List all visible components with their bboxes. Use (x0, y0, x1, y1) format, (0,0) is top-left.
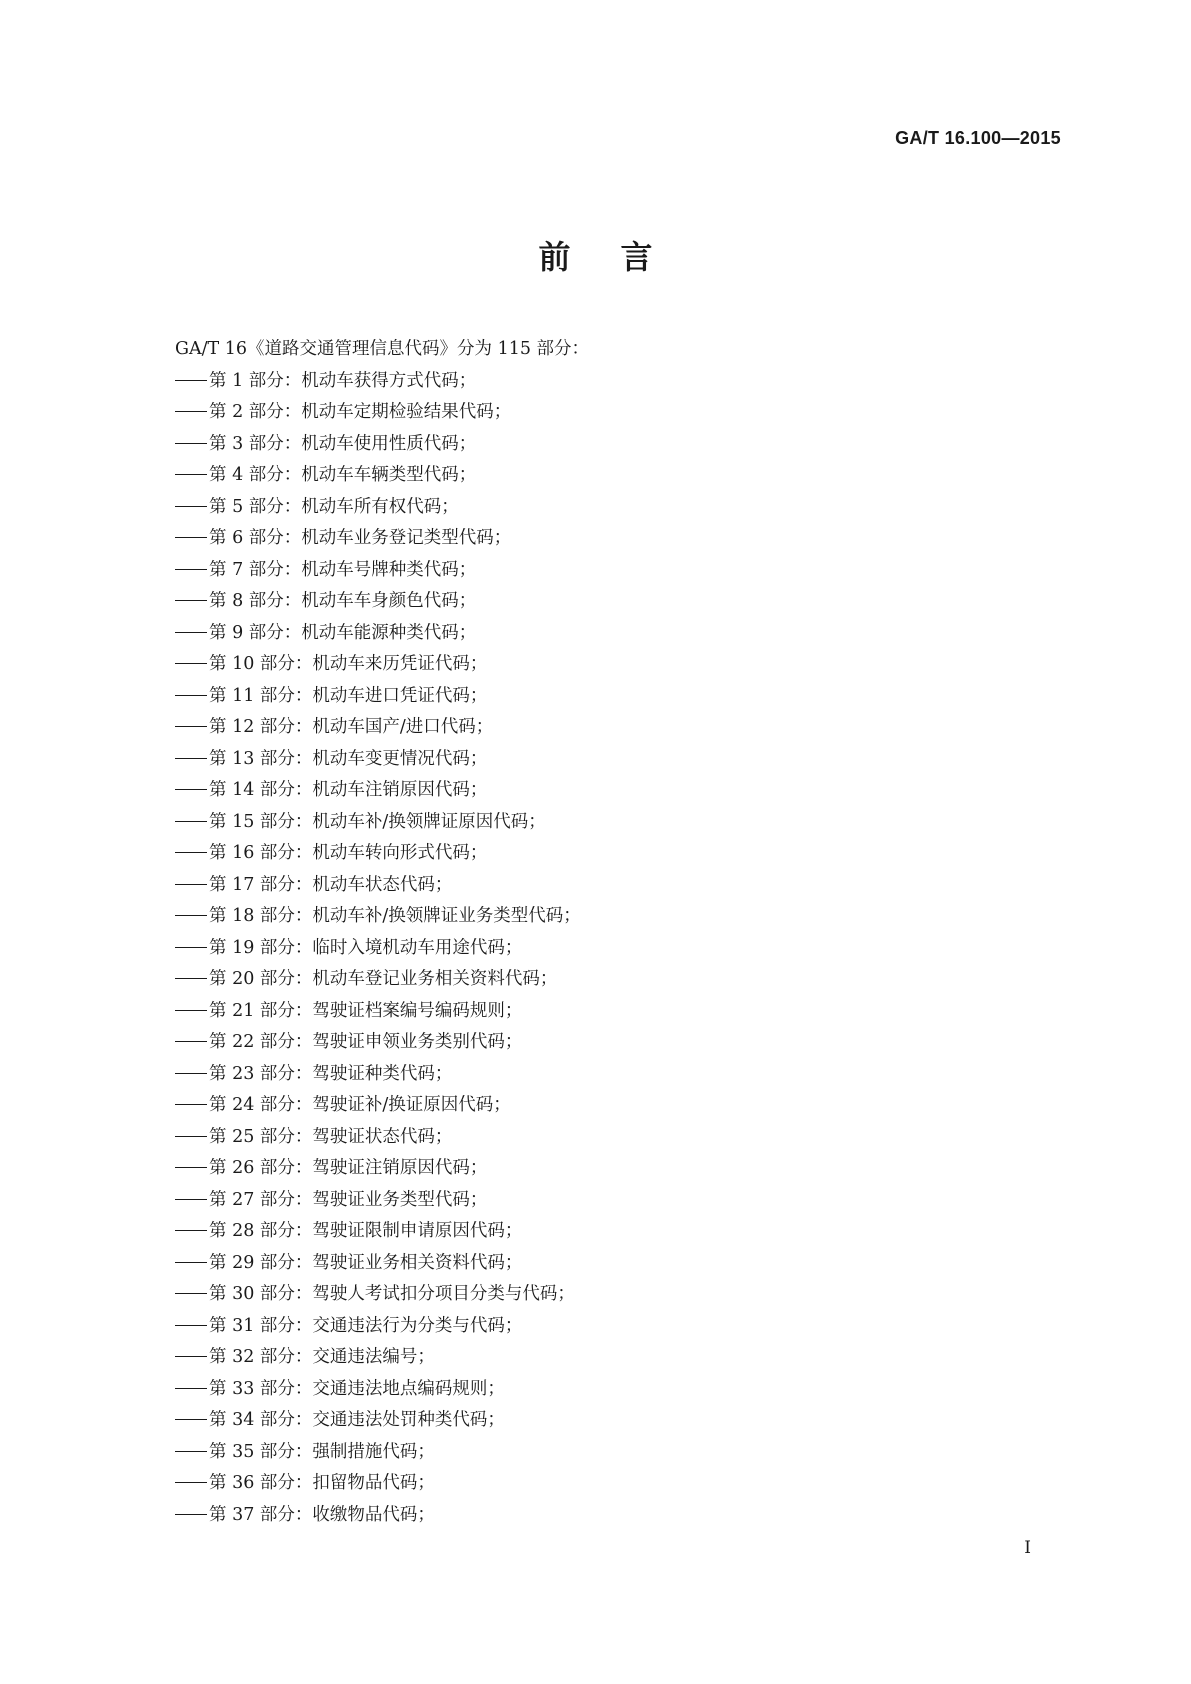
list-item-text: 第 4 部分：机动车车辆类型代码； (209, 465, 477, 485)
list-item (175, 1216, 1035, 1248)
em-dash-marker (175, 726, 207, 727)
em-dash-marker (175, 1104, 207, 1105)
em-dash-marker (175, 758, 207, 759)
list-item (175, 1279, 1035, 1311)
list-item-text: 第 19 部分：临时入境机动车用途代码； (209, 937, 523, 958)
list-item-text: 第 28 部分：驾驶证限制申请原因代码； (209, 1221, 523, 1241)
list-item (175, 586, 1035, 618)
em-dash-marker (175, 1325, 207, 1326)
em-dash-marker (175, 695, 207, 696)
list-item (175, 1122, 1035, 1154)
list-item-text: 第 22 部分：驾驶证申领业务类别代码； (209, 1032, 523, 1052)
list-item (175, 681, 1035, 713)
em-dash-marker (175, 1356, 207, 1357)
list-item (175, 775, 1035, 807)
list-item (175, 1248, 1035, 1280)
em-dash-marker (175, 569, 207, 570)
list-item-text: 第 30 部分：驾驶人考试扣分项目分类与代码； (209, 1284, 575, 1304)
em-dash-marker (175, 632, 207, 633)
em-dash-marker (175, 663, 207, 664)
list-item (175, 1374, 1035, 1406)
list-item (175, 618, 1035, 650)
em-dash-marker (175, 1293, 207, 1294)
em-dash-marker (175, 884, 207, 885)
em-dash-marker (175, 1010, 207, 1011)
list-item (175, 1090, 1035, 1122)
list-item (175, 555, 1035, 587)
em-dash-marker (175, 1482, 207, 1483)
list-item (175, 712, 1035, 744)
list-item-text: 第 20 部分：机动车登记业务相关资料代码； (209, 969, 558, 989)
em-dash-marker (175, 506, 207, 507)
list-item (175, 460, 1035, 492)
standard-number: GA/T 16.100—2015 (895, 128, 1061, 148)
list-item-text: 第 23 部分：驾驶证种类代码； (209, 1063, 453, 1084)
em-dash-marker (175, 1419, 207, 1420)
list-item (175, 807, 1035, 839)
list-item-text: 第 27 部分：驾驶证业务类型代码； (209, 1189, 488, 1210)
list-item-text: 第 14 部分：机动车注销原因代码； (209, 780, 488, 800)
em-dash-marker (175, 1230, 207, 1231)
em-dash-marker (175, 978, 207, 979)
list-item (175, 366, 1035, 398)
parts-list (175, 366, 1035, 1532)
em-dash-marker (175, 1451, 207, 1452)
em-dash-marker (175, 443, 207, 444)
em-dash-marker (175, 1262, 207, 1263)
page-title: 前言 (538, 238, 703, 276)
list-item (175, 1153, 1035, 1185)
em-dash-marker (175, 1167, 207, 1168)
list-item-text: 第 25 部分：驾驶证状态代码； (209, 1126, 453, 1147)
list-item (175, 1059, 1035, 1091)
list-item (175, 744, 1035, 776)
list-item-text: 第 36 部分：扣留物品代码； (209, 1473, 435, 1493)
em-dash-marker (175, 1073, 207, 1074)
em-dash-marker (175, 380, 207, 381)
list-item (175, 492, 1035, 524)
list-item-text: 第 24 部分：驾驶证补/换证原因代码； (209, 1095, 511, 1115)
list-item (175, 1500, 1035, 1532)
list-item-text: 第 17 部分：机动车状态代码； (209, 874, 453, 895)
em-dash-marker (175, 821, 207, 822)
list-item-text: 第 15 部分：机动车补/换领牌证原因代码； (209, 811, 546, 832)
list-item-text: 第 29 部分：驾驶证业务相关资料代码； (209, 1252, 523, 1273)
list-item-text: 第 9 部分：机动车能源种类代码； (209, 622, 477, 643)
list-item-text: 第 12 部分：机动车国产/进口代码； (209, 717, 494, 737)
list-item (175, 1405, 1035, 1437)
list-item-text: 第 21 部分：驾驶证档案编号编码规则； (209, 1000, 523, 1021)
page-number: I (1024, 1538, 1031, 1558)
em-dash-marker (175, 1136, 207, 1137)
list-item (175, 901, 1035, 933)
em-dash-marker (175, 1041, 207, 1042)
list-item (175, 523, 1035, 555)
list-item-text: 第 18 部分：机动车补/换领牌证业务类型代码； (209, 906, 581, 926)
list-item (175, 838, 1035, 870)
em-dash-marker (175, 852, 207, 853)
list-item-text: 第 35 部分：强制措施代码； (209, 1441, 435, 1462)
list-item-text: 第 11 部分：机动车进口凭证代码； (209, 685, 488, 706)
list-item-text: 第 37 部分：收缴物品代码； (209, 1504, 435, 1525)
list-item-text: 第 33 部分：交通违法地点编码规则； (209, 1378, 505, 1399)
list-item-text: 第 2 部分：机动车定期检验结果代码； (209, 402, 512, 422)
list-item-text: 第 1 部分：机动车获得方式代码； (209, 370, 477, 391)
list-item (175, 649, 1035, 681)
intro-paragraph: GA/T 16《道路交通管理信息代码》分为 115 部分： (175, 339, 590, 359)
list-item-text: 第 10 部分：机动车来历凭证代码； (209, 654, 488, 674)
list-item (175, 397, 1035, 429)
list-item (175, 996, 1035, 1028)
list-item (175, 1342, 1035, 1374)
em-dash-marker (175, 474, 207, 475)
list-item-text: 第 34 部分：交通违法处罚种类代码； (209, 1410, 505, 1430)
em-dash-marker (175, 789, 207, 790)
list-item (175, 964, 1035, 996)
list-item-text: 第 7 部分：机动车号牌种类代码； (209, 559, 477, 580)
em-dash-marker (175, 411, 207, 412)
document-body (175, 334, 1035, 1531)
list-item (175, 1027, 1035, 1059)
list-item (175, 1311, 1035, 1343)
em-dash-marker (175, 915, 207, 916)
list-item (175, 870, 1035, 902)
list-item (175, 1437, 1035, 1469)
list-item-text: 第 16 部分：机动车转向形式代码； (209, 843, 488, 863)
list-item-text: 第 31 部分：交通违法行为分类与代码； (209, 1315, 523, 1336)
list-item (175, 933, 1035, 965)
list-item-text: 第 26 部分：驾驶证注销原因代码； (209, 1158, 488, 1178)
list-item-text: 第 32 部分：交通违法编号； (209, 1347, 435, 1367)
list-item (175, 1185, 1035, 1217)
em-dash-marker (175, 1388, 207, 1389)
em-dash-marker (175, 1199, 207, 1200)
em-dash-marker (175, 600, 207, 601)
em-dash-marker (175, 537, 207, 538)
list-item-text: 第 6 部分：机动车业务登记类型代码； (209, 528, 512, 548)
list-item-text: 第 13 部分：机动车变更情况代码； (209, 748, 488, 769)
list-item (175, 429, 1035, 461)
em-dash-marker (175, 1514, 207, 1515)
list-item (175, 1468, 1035, 1500)
list-item-text: 第 8 部分：机动车车身颜色代码； (209, 591, 477, 611)
list-item-text: 第 5 部分：机动车所有权代码； (209, 496, 459, 517)
list-item-text: 第 3 部分：机动车使用性质代码； (209, 433, 477, 454)
em-dash-marker (175, 947, 207, 948)
